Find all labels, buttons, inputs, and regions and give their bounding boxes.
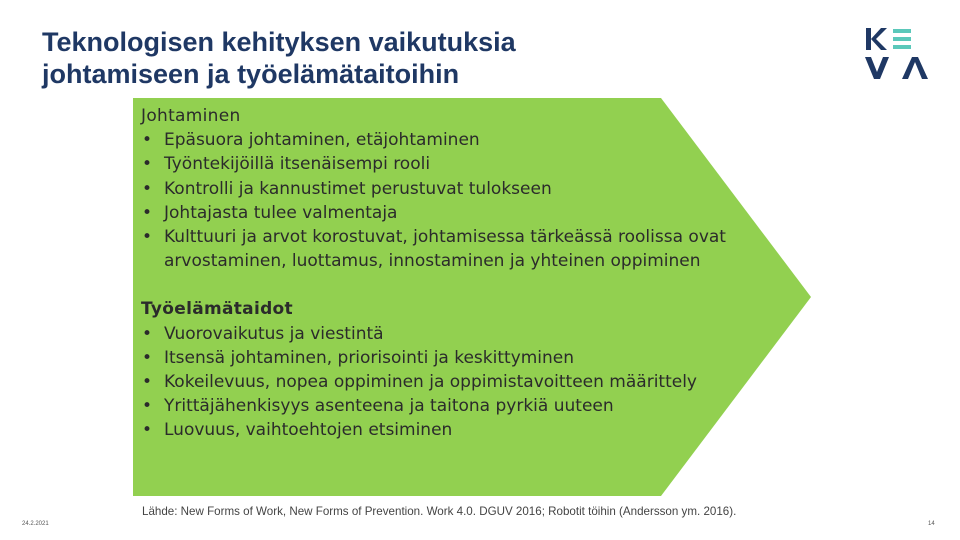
- list-item: • Kokeilevuus, nopea oppiminen ja oppimistavoitteen määrittely: [141, 370, 741, 394]
- leadership-heading: Johtaminen: [141, 106, 241, 126]
- source-citation: Lähde: New Forms of Work, New Forms of Prevention. Work 4.0. DGUV 2016; Robotit töihin (Andersson ym. 2016).: [142, 505, 737, 518]
- list-item: • Yrittäjähenkisyys asenteena ja taitona pyrkiä uuteen: [141, 394, 741, 418]
- list-item: • Työntekijöillä itsenäisempi rooli: [141, 152, 741, 176]
- arrow-content: [141, 104, 741, 443]
- footer-date: 24.2.2021: [22, 521, 49, 527]
- slide-title-line-1: Teknologisen kehityksen vaikutuksia: [42, 27, 516, 57]
- list-item: • Luovuus, vaihtoehtojen etsiminen: [141, 418, 741, 442]
- skills-heading: Työelämätaidot: [141, 299, 293, 320]
- slide-title: [42, 26, 762, 90]
- list-item: • Vuorovaikutus ja viestintä: [141, 322, 741, 346]
- list-item: • Kontrolli ja kannustimet perustuvat tulokseen: [141, 177, 741, 201]
- list-item: • Itsensä johtaminen, priorisointi ja keskittyminen: [141, 346, 741, 370]
- list-item: • Johtajasta tulee valmentaja: [141, 201, 741, 225]
- list-item: • Kulttuuri ja arvot korostuvat, johtamisessa tärkeässä roolissa ovat arvostaminen, luottamus, innostaminen ja yhteinen oppiminen: [141, 225, 741, 273]
- keva-logo: [862, 24, 936, 82]
- skills-list: [141, 322, 741, 443]
- leadership-list: [141, 128, 741, 273]
- slide-title-line-2: johtamiseen ja työelämätaitoihin: [42, 59, 460, 89]
- list-item: • Epäsuora johtaminen, etäjohtaminen: [141, 128, 741, 152]
- page-number: 14: [928, 521, 935, 527]
